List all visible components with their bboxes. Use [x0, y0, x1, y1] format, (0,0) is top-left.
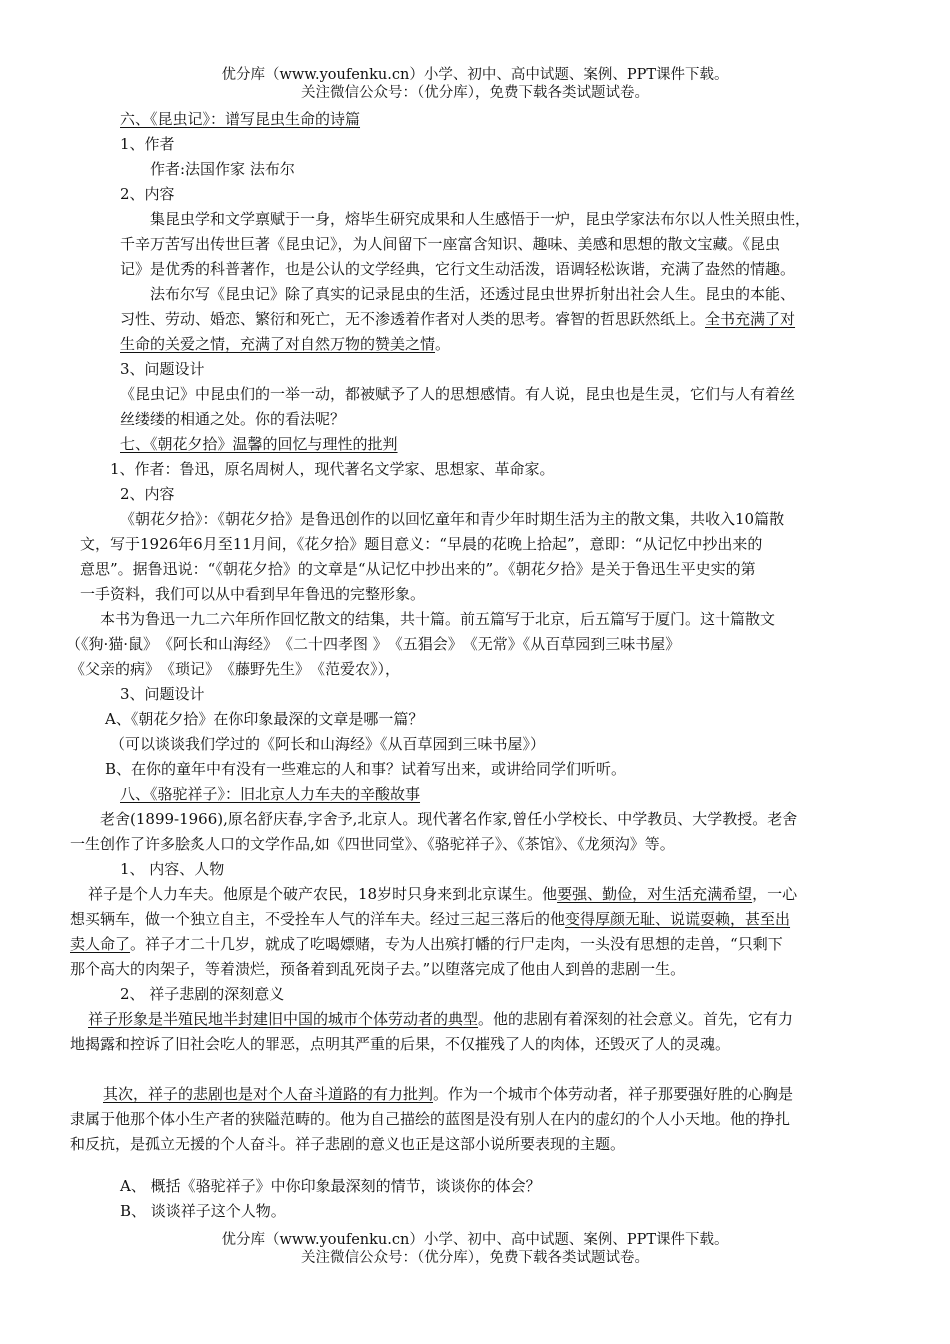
s7-question-a: A、《朝花夕拾》在你印象最深的文章是哪一篇？	[105, 710, 424, 728]
s6-heading-author: 1、作者	[120, 135, 175, 153]
s8-content-line2: 想买辆车，做一个独立自主，不受拴车人气的洋车夫。经过三起三落后的他变得厚颜无耻、说谎耍赖，甚至出	[70, 910, 791, 928]
s8-highlight-2-end: 卖人命了	[70, 935, 131, 953]
s8-meaning2-line2: 隶属于他那个体小生产者的狭隘范畴的。他为自己描绘的蓝图是没有别人在内的虚幻的个人小天地。他的挣扎	[70, 1110, 791, 1128]
s7-author: 1、作者：鲁迅，原名周树人，现代著名文学家、思想家、革命家。	[110, 460, 555, 478]
s8-highlight-4: 其次，祥子的悲剧也是对个人奋斗道路的有力批判	[103, 1085, 434, 1103]
s6-heading-questions: 3、问题设计	[120, 360, 205, 378]
footer-line-2: 关注微信公众号：（优分库），免费下载各类试题试卷。	[301, 1250, 649, 1266]
s6-para1-line2: 千辛万苦写出传世巨著《昆虫记》，为人间留下一座富含知识、趣味、美感和思想的散文宝藏。《昆虫	[120, 235, 781, 253]
s8-highlight-3: 祥子形象是半殖民地半封建旧中国的城市个体劳动者的典型	[88, 1010, 479, 1028]
footer-line-1: 优分库（www.youfenku.cn）小学、初中、高中试题、案例、PPT课件下载。	[221, 1232, 729, 1248]
s6-highlight-end: 生命的关爱之情，充满了对自然万物的赞美之情	[120, 335, 436, 353]
s8-meaning2-line1: 其次，祥子的悲剧也是对个人奋斗道路的有力批判。作为一个城市个体劳动者，祥子那要强好胜的心胸是	[103, 1085, 794, 1103]
s6-question-line1: 《昆虫记》中昆虫们的一举一动，都被赋予了人的思想感情。有人说，昆虫也是生灵，它们与人有着丝	[120, 385, 796, 403]
header-line-1: 优分库（www.youfenku.cn）小学、初中、高中试题、案例、PPT课件下载。	[221, 67, 729, 83]
s8-intro-line2: 一生创作了许多脍炙人口的文学作品,如《四世同堂》、《骆驼祥子》、《茶馆》、《龙须沟》等。	[70, 835, 675, 853]
s7-para2-line2: （《狗·猫·鼠》 《阿长和山海经》 《二十四孝图 》 《五猖会》 《无常》《从百草园到三味书屋》	[66, 635, 681, 653]
s8-meaning1-line2: 地揭露和控诉了旧社会吃人的罪恶，点明其严重的后果，不仅摧残了人的肉体，还毁灭了人的灵魂。	[70, 1035, 731, 1053]
s7-para1-line4: 一手资料，我们可以从中看到早年鲁迅的完整形象。	[80, 585, 426, 603]
s8-content-line3: 卖人命了。祥子才二十几岁，就成了吃喝嫖赌，专为人出殡打幡的行尸走肉，一头没有思想的走兽，“只剩下	[70, 935, 783, 953]
s7-heading-questions: 3、问题设计	[120, 685, 205, 703]
s8-heading-content: 1、 内容、人物	[120, 860, 225, 878]
s6-para1-line1: 集昆虫学和文学禀赋于一身，熔毕生研究成果和人生感悟于一炉，昆虫学家法布尔以人性关照虫性，	[150, 210, 811, 228]
s8-meaning1-line1: 祥子形象是半殖民地半封建旧中国的城市个体劳动者的典型。他的悲剧有着深刻的社会意义。首先，它有力	[88, 1010, 794, 1028]
s6-highlight-start: 全书充满了对	[705, 310, 796, 328]
s8-content-line4: 那个高大的肉架子，等着溃烂，预备着到乱死岗子去。”以堕落完成了他由人到兽的悲剧一生。	[70, 960, 686, 978]
s8-intro-line1: 老舍(1899-1966),原名舒庆春,字舍予,北京人。现代著名作家,曾任小学校长、中学教员、大学教授。老舍	[100, 810, 798, 828]
s7-heading-content: 2、内容	[120, 485, 175, 503]
s8-meaning2-line3: 和反抗，是孤立无援的个人奋斗。祥子悲剧的意义也正是这部小说所要表现的主题。	[70, 1135, 626, 1153]
s7-question-b: B、在你的童年中有没有一些难忘的人和事？试着写出来，或讲给同学们听听。	[105, 760, 627, 778]
s8-highlight-1: 要强、勤俭，对生活充满希望	[557, 885, 753, 903]
s8-highlight-2: 变得厚颜无耻、说谎耍赖，甚至出	[565, 910, 791, 928]
s6-para2-line3: 生命的关爱之情，充满了对自然万物的赞美之情。	[120, 335, 451, 353]
s7-para1-line1: 《朝花夕拾》：《朝花夕拾》是鲁迅创作的以回忆童年和青少年时期生活为主的散文集，共收入10篇散	[120, 510, 785, 528]
s6-heading-content: 2、内容	[120, 185, 175, 203]
header-line-2: 关注微信公众号：（优分库），免费下载各类试题试卷。	[301, 85, 649, 101]
s7-para1-line3: 意思”。据鲁迅说：“《朝花夕拾》的文章是“从记忆中抄出来的”。《朝花夕拾》是关于鲁迅生平史实的第	[80, 560, 756, 578]
section-6-title: 六、《昆虫记》：谱写昆虫生命的诗篇	[120, 110, 361, 128]
s7-para2-line1: 本书为鲁迅一九二六年所作回忆散文的结集，共十篇。前五篇写于北京，后五篇写于厦门。这十篇散文	[100, 610, 776, 628]
s7-para1-line2: 文，写于1926年6月至11月间，《花夕拾》题目意义：“早晨的花晚上拾起”，意即：“从记忆中抄出来的	[80, 535, 763, 553]
s6-question-line2: 丝缕缕的相通之处。你的看法呢？	[120, 410, 346, 428]
s6-para2-line1: 法布尔写《昆虫记》除了真实的记录昆虫的生活，还透过昆虫世界折射出社会人生。昆虫的本能、	[150, 285, 796, 303]
s7-question-a-hint: （可以谈谈我们学过的《阿长和山海经》《从百草园到三味书屋》）	[110, 735, 546, 753]
section-7-title: 七、《朝花夕拾》温馨的回忆与理性的批判	[120, 435, 398, 453]
s7-para2-line3: 《父亲的病》 《琐记》 《藤野先生》 《范爱农》），	[70, 660, 401, 678]
s8-question-a: A、 概括《骆驼祥子》中你印象最深刻的情节，谈谈你的体会？	[120, 1177, 541, 1195]
s8-content-line1: 祥子是个人力车夫。他原是个破产农民，18岁时只身来到北京谋生。他要强、勤俭，对生活充满希望，一心	[88, 885, 798, 903]
s6-para2-line2: 习性、劳动、婚恋、繁衍和死亡，无不渗透着作者对人类的思考。睿智的哲思跃然纸上。全书充满了对	[120, 310, 796, 328]
s6-author: 作者:法国作家 法布尔	[150, 160, 295, 178]
section-8-title: 八、《骆驼祥子》：旧北京人力车夫的辛酸故事	[120, 785, 421, 803]
s8-question-b: B、 谈谈祥子这个人物。	[120, 1202, 286, 1220]
s8-heading-meaning: 2、 祥子悲剧的深刻意义	[120, 985, 285, 1003]
s6-para1-line3: 记》是优秀的科普著作，也是公认的文学经典，它行文生动活泼，语调轻松诙谐，充满了盎然的情趣。	[120, 260, 796, 278]
